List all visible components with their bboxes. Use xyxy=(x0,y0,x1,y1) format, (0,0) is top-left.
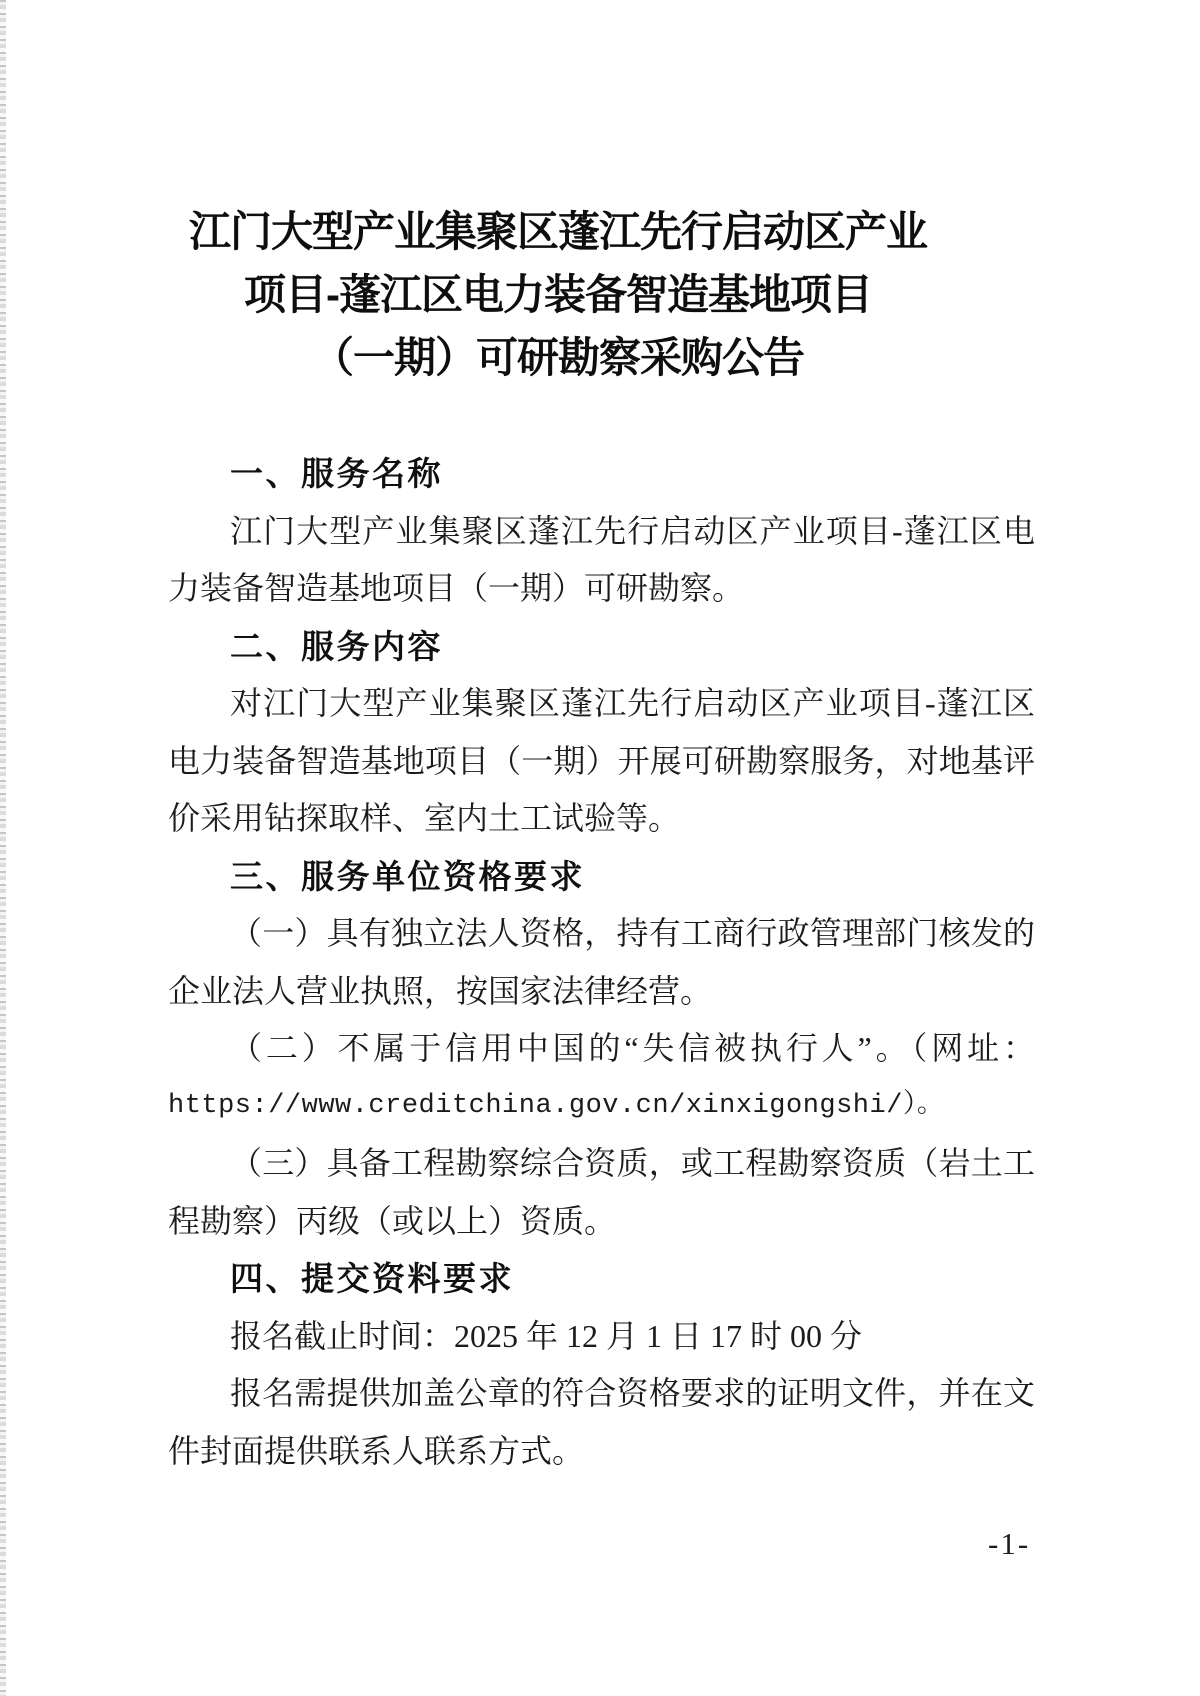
document-title-line-3: （一期）可研勘察采购公告 xyxy=(311,334,804,381)
section-heading: 四、提交资料要求 xyxy=(230,1260,514,1297)
paragraph-line: 江门大型产业集聚区蓬江先行启动区产业项目-蓬江区电 xyxy=(230,512,1035,549)
paragraph-line: 报名截止时间：2025 年 12 月 1 日 17 时 00 分 xyxy=(230,1317,863,1354)
paragraph-line: 价采用钻探取样、室内土工试验等。 xyxy=(168,800,681,836)
document-title-line-2: 项目-蓬江区电力装备智造基地项目 xyxy=(244,271,872,318)
paragraph-line: 件封面提供联系人联系方式。 xyxy=(168,1432,585,1469)
document-title xyxy=(0,0,1116,389)
paragraph-line: 电力装备智造基地项目（一期）开展可研勘察服务，对地基评 xyxy=(168,742,1035,779)
section-heading: 一、服务名称 xyxy=(230,455,443,492)
document-title-line-1: 江门大型产业集聚区蓬江先行启动区产业 xyxy=(188,208,927,255)
paragraph-line: 报名需提供加盖公章的符合资格要求的证明文件，并在文 xyxy=(230,1375,1035,1411)
section-heading: 三、服务单位资格要求 xyxy=(230,857,585,895)
paragraph-line: 对江门大型产业集聚区蓬江先行启动区产业项目-蓬江区 xyxy=(230,685,1035,721)
paragraph-line: （一）具有独立法人资格，持有工商行政管理部门核发的 xyxy=(230,915,1035,951)
paragraph-line: （三）具备工程勘察综合资质，或工程勘察资质（岩土工 xyxy=(230,1145,1035,1181)
scan-edge-artifact xyxy=(0,0,6,1696)
page-number: -1- xyxy=(988,1526,1031,1561)
paragraph-line: （二）不属于信用中国的“失信被执行人”。（网址： xyxy=(230,1030,1035,1066)
paragraph-line: 力装备智造基地项目（一期）可研勘察。 xyxy=(168,570,745,606)
section-heading: 二、服务内容 xyxy=(230,627,443,665)
url-line: https://www.creditchina.gov.cn/xinxigongshi/）。 xyxy=(168,1090,945,1121)
paragraph-line: 程勘察）丙级（或以上）资质。 xyxy=(168,1202,617,1239)
document-body xyxy=(0,445,1200,1480)
paragraph-line: 企业法人营业执照，按国家法律经营。 xyxy=(168,972,713,1009)
